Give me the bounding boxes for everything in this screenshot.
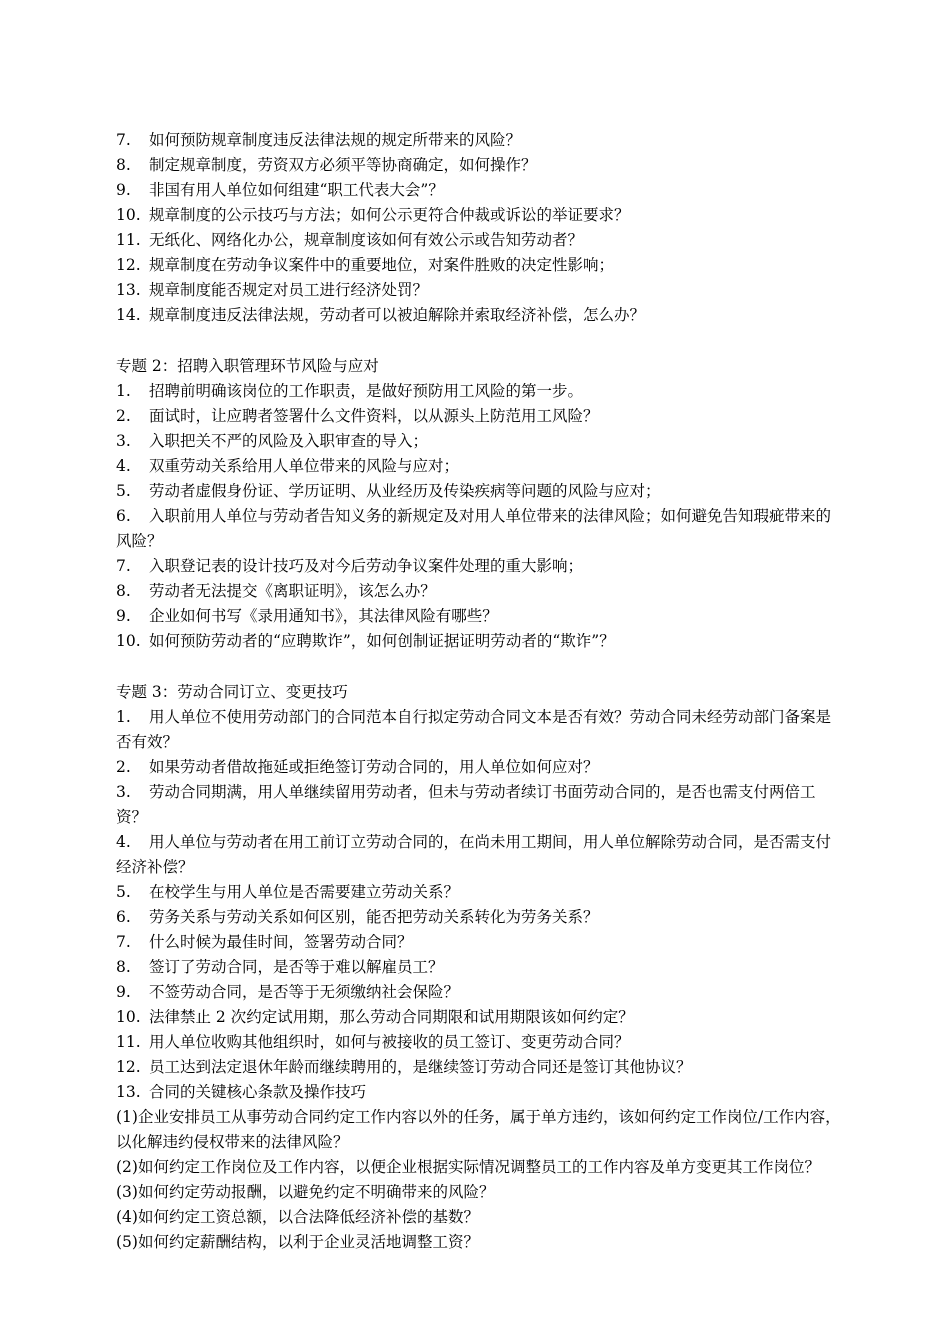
list-item: 10. 如何预防劳动者的“应聘欺诈”，如何创制证据证明劳动者的“欺诈”？	[116, 632, 615, 650]
sub-item: (2)如何约定工作岗位及工作内容，以便企业根据实际情况调整员工的工作内容及单方变更其工作岗位？	[116, 1158, 820, 1176]
section1-list	[116, 128, 846, 328]
list-item: 9. 非国有用人单位如何组建“职工代表大会”？	[116, 181, 444, 199]
list-item: 7. 如何预防规章制度违反法律法规的规定所带来的风险？	[116, 131, 522, 149]
list-item: 2. 如果劳动者借故拖延或拒绝签订劳动合同的，用人单位如何应对？	[116, 758, 599, 776]
list-item: 10. 规章制度的公示技巧与方法；如何公示更符合仲裁或诉讼的举证要求？	[116, 206, 630, 224]
sub-item: (3)如何约定劳动报酬，以避免约定不明确带来的风险？	[116, 1183, 495, 1201]
spacer	[116, 654, 846, 680]
list-item: 10. 法律禁止 2 次约定试用期，那么劳动合同期限和试用期限该如何约定？	[116, 1008, 634, 1026]
list-item: 6. 劳务关系与劳动关系如何区别，能否把劳动关系转化为劳务关系？	[116, 908, 599, 926]
sub-item: (5)如何约定薪酬结构，以利于企业灵活地调整工资？	[116, 1233, 479, 1251]
list-item: 5. 劳动者虚假身份证、学历证明、从业经历及传染疾病等问题的风险与应对；	[116, 482, 661, 500]
list-item: 3. 入职把关不严的风险及入职审查的导入；	[116, 432, 429, 450]
list-item: 8. 制定规章制度，劳资双方必须平等协商确定，如何操作？	[116, 156, 537, 174]
list-item: 8. 签订了劳动合同，是否等于难以解雇员工？	[116, 958, 444, 976]
list-item: 2. 面试时，让应聘者签署什么文件资料，以从源头上防范用工风险？	[116, 407, 599, 425]
list-item: 9. 不签劳动合同，是否等于无须缴纳社会保险？	[116, 983, 460, 1001]
spacer	[116, 328, 846, 354]
section2	[116, 354, 846, 654]
list-item: 6. 入职前用人单位与劳动者告知义务的新规定及对用人单位带来的法律风险；如何避免告知瑕疵带来的风险？	[116, 507, 832, 550]
list-item: 12. 规章制度在劳动争议案件中的重要地位，对案件胜败的决定性影响；	[116, 256, 615, 274]
list-item: 11. 无纸化、网络化办公，规章制度该如何有效公示或告知劳动者？	[116, 231, 584, 249]
list-item: 8. 劳动者无法提交《离职证明》，该怎么办？	[116, 582, 436, 600]
section3	[116, 680, 846, 1255]
document-page	[116, 128, 846, 1255]
list-item: 3. 劳动合同期满，用人单继续留用劳动者，但未与劳动者续订书面劳动合同的，是否也需支付两倍工资？	[116, 783, 816, 826]
list-item: 1. 用人单位不使用劳动部门的合同范本自行拟定劳动合同文本是否有效？劳动合同未经劳动部门备案是否有效？	[116, 708, 832, 751]
list-item: 4. 双重劳动关系给用人单位带来的风险与应对；	[116, 457, 460, 475]
list-item: 13. 规章制度能否规定对员工进行经济处罚？	[116, 281, 429, 299]
list-item: 14. 规章制度违反法律法规，劳动者可以被迫解除并索取经济补偿，怎么办？	[116, 306, 646, 324]
sub-item: (1)企业安排员工从事劳动合同约定工作内容以外的任务，属于单方违约，该如何约定工作岗位/工作内容，以化解违约侵权带来的法律风险？	[116, 1108, 841, 1151]
list-item: 5. 在校学生与用人单位是否需要建立劳动关系？	[116, 883, 460, 901]
section-heading: 专题 2：招聘入职管理环节风险与应对	[116, 357, 379, 375]
list-item: 1. 招聘前明确该岗位的工作职责，是做好预防用工风险的第一步。	[116, 382, 584, 400]
list-item: 9. 企业如何书写《录用通知书》，其法律风险有哪些？	[116, 607, 498, 625]
list-item: 11. 用人单位收购其他组织时，如何与被接收的员工签订、变更劳动合同？	[116, 1033, 630, 1051]
list-item: 7. 入职登记表的设计技巧及对今后劳动争议案件处理的重大影响；	[116, 557, 584, 575]
section-heading: 专题 3：劳动合同订立、变更技巧	[116, 683, 348, 701]
list-item: 4. 用人单位与劳动者在用工前订立劳动合同的，在尚未用工期间，用人单位解除劳动合同，是否需支付经济补偿？	[116, 833, 832, 876]
list-item: 7. 什么时候为最佳时间，签署劳动合同？	[116, 933, 413, 951]
list-item: 12. 员工达到法定退休年龄而继续聘用的，是继续签订劳动合同还是签订其他协议？	[116, 1058, 692, 1076]
list-item: 13. 合同的关键核心条款及操作技巧	[116, 1083, 367, 1101]
sub-item: (4)如何约定工资总额，以合法降低经济补偿的基数？	[116, 1208, 479, 1226]
